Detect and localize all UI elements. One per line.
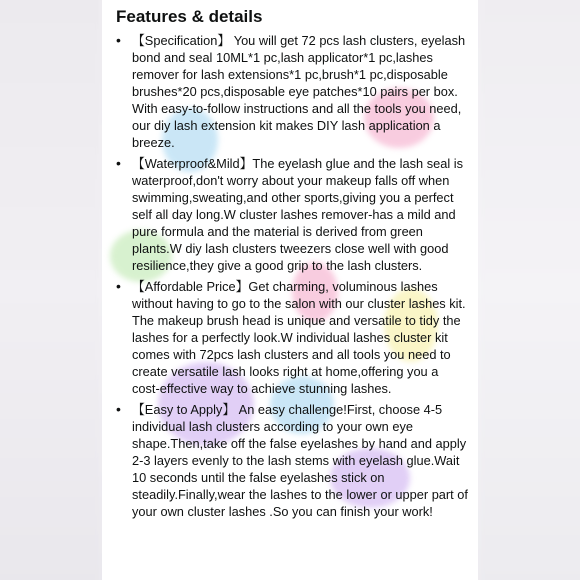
bullet-text: 【Affordable Price】Get charming, voluminous lashes without having to go to the salon with our cluster lashes kit. The makeup brush head is unique and versatile to tidy the lashes for a perfectly look.W individual lashes cluster kit comes with 72pcs lash clusters and all tools you need to create versatile lash looks right at home,offering you a cost-effective way to achieve stunning lashes. [132,279,466,396]
blurred-backdrop-right [470,0,580,580]
bullet-icon: • [116,32,121,48]
list-item [116,32,468,151]
blurred-backdrop-left [0,0,110,580]
bullet-text: 【Specification】 You will get 72 pcs lash clusters, eyelash bond and seal 10ML*1 pc,lash applicator*1 pc,lashes remover for lash extensions*1 pc,brush*1 pc,disposable brushes*20 pcs,disposable eye patches*10 pairs per box. With easy-to-follow instructions and all the tools you need, our diy lash extension kit makes DIY lash application a breeze. [132,33,466,150]
bullet-text: 【Waterproof&Mild】The eyelash glue and the lash seal is waterproof,don't worry about your makeup falls off when swimming,sweating,and other sports,giving you a perfect self all day long.W cluster lashes remover-has a mild and pure formula and the material is derived from green plants.W diy lash clusters tweezers close well with good resilience,they give a good grip to the lash clusters. [132,156,463,273]
section-title: Features & details [116,7,263,26]
bullet-icon: • [116,278,121,294]
bullet-icon: • [116,401,121,417]
bullet-text: 【Easy to Apply】 An easy challenge!First, choose 4-5 individual lash clusters according to your own eye shape.Then,take off the false eyelashes by hand and apply 2-3 layers evenly to the lash stems with eyelash glue.Wait 10 seconds until the false eyelashes stick on steadily.Finally,wear the lashes to the lower or upper part of your own cluster lashes .So you can finish your work! [132,402,468,519]
features-card [102,0,478,580]
bullet-icon: • [116,155,121,171]
list-item [116,155,468,274]
features-list [116,32,468,520]
features-content [102,0,478,520]
list-item [116,401,468,520]
list-item [116,278,468,397]
